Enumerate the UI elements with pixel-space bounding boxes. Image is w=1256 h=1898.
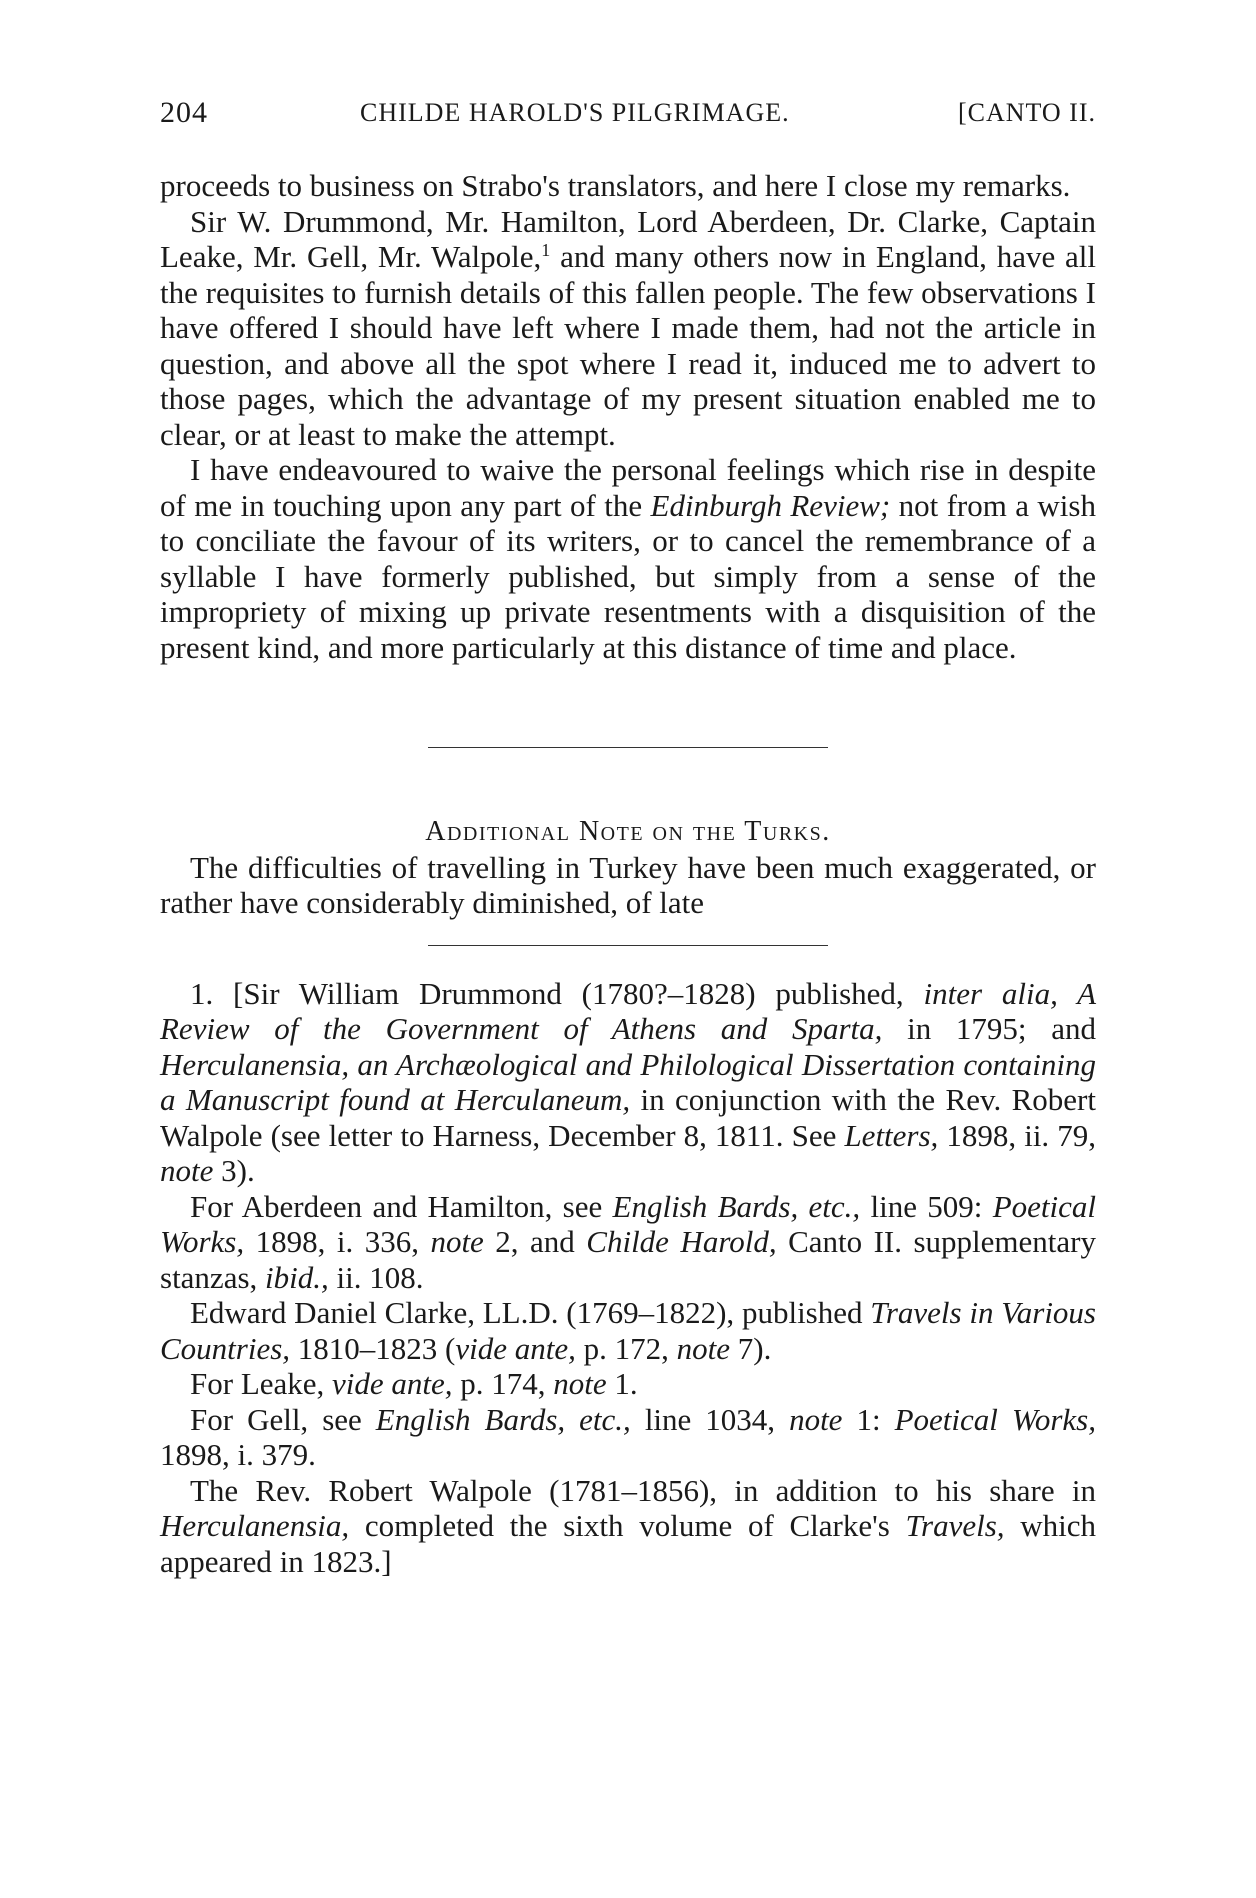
section-heading: Additional Note on the Turks. (425, 816, 831, 847)
footnote-walpole (160, 1473, 1096, 1580)
footnotes (160, 976, 1096, 1580)
footnote-text: 1898, i. 336, (244, 1224, 431, 1259)
footnote-divider (428, 945, 828, 946)
footnote-italic: Poetical Works, (894, 1401, 1096, 1437)
running-header (160, 96, 1096, 136)
footnote-text: The Rev. Robert Walpole (1781–1856), in addition to his share in (190, 1472, 1096, 1508)
footnote-text: completed the sixth volume of Clarke's (349, 1508, 906, 1543)
footnote-text: 2, and (483, 1224, 587, 1259)
footnote-text: 1810–1823 ( (290, 1330, 456, 1366)
footnote-italic: note (553, 1366, 607, 1401)
paragraph-text: and many others now in England, have all the requisites to furnish details of this fallen people. The few observations I have offered I should have left where I made them, had not the article in question, and above all the spot where I read it, induced me to advert to those pages, which the advantage of my present situation enabled me to clear, or at least to make the attempt. (160, 239, 1096, 452)
footnote-italic: vide ante, (332, 1366, 453, 1401)
paragraph-continued: proceeds to business on Strabo's translators, and here I close my remarks. (160, 168, 1071, 203)
main-text (160, 168, 1096, 1579)
footnote-text: 7). (730, 1330, 772, 1366)
footnote-italic: Poetical Works, (160, 1188, 1096, 1259)
footnote-text: Canto II. supplementary stanzas, (160, 1224, 1096, 1295)
footnote-clarke (160, 1295, 1096, 1366)
footnote-text: in conjunction with the Rev. Robert Walpole (see letter to Harness, December 8, 1811. See (160, 1082, 1096, 1153)
footnote-ref-1: 1 (541, 240, 551, 260)
footnote-text: 3). (213, 1153, 255, 1188)
paragraph-text: not from a wish to conciliate the favour of its writers, or to cancel the remembrance of a syllable I have formerly published, but simply from a sense of the impropriety of mixing up private resentments with a disquisition of the present kind, and more particularly at this distance of time and place. (160, 487, 1096, 665)
paragraph-endeavoured (160, 452, 1096, 665)
running-title: CHILDE HAROLD'S PILGRIMAGE. (360, 98, 790, 127)
footnote-italic: note (160, 1153, 214, 1188)
footnote-italic: English Bards, etc., (375, 1401, 631, 1437)
footnote-text: ii. 108. (328, 1259, 424, 1295)
footnote-text: p. 172, (575, 1330, 677, 1366)
footnote-text: p. 174, (452, 1366, 554, 1401)
section-divider (428, 747, 828, 748)
footnote-text: 1898, ii. 79, (938, 1117, 1096, 1153)
footnote-italic: Travels in Various Countries, (160, 1295, 1096, 1366)
page-number: 204 (160, 96, 208, 129)
footnote-text: 1. (606, 1366, 638, 1401)
canto-label: [CANTO II. (957, 98, 1096, 127)
footnote-text: 1. [Sir William Drummond (1780?–1828) published, (190, 975, 924, 1011)
footnote-text: For Leake, (190, 1366, 333, 1401)
footnote-italic: note (430, 1224, 484, 1259)
footnote-text: which appeared in 1823.] (160, 1508, 1096, 1579)
footnote-text: 1: (842, 1401, 895, 1437)
footnote-italic: Travels, (905, 1508, 1005, 1543)
footnote-italic: English Bards, etc., (612, 1188, 861, 1224)
footnote-italic: note (676, 1330, 731, 1366)
footnote-italic: Letters, (844, 1117, 939, 1153)
italic-title: Edinburgh Review; (650, 487, 891, 523)
footnote-italic: inter alia, A Review of the Government of Athens and Sparta, (160, 975, 1097, 1046)
footnote-1 (160, 976, 1096, 1189)
footnote-gell (160, 1402, 1096, 1473)
footnote-italic: ibid., (265, 1259, 329, 1295)
paragraph-turks: The difficulties of travelling in Turkey have been much exaggerated, or rather have considerably diminished, of late (160, 849, 1096, 920)
footnote-italic: vide ante, (455, 1330, 576, 1366)
footnote-italic: Childe Harold, (586, 1224, 777, 1259)
footnote-aberdeen (160, 1189, 1096, 1296)
footnote-italic: Herculanensia, an Archæological and Philological Dissertation containing a Manuscript found at Herculaneum, (160, 1046, 1096, 1117)
footnote-text: For Aberdeen and Hamilton, see (190, 1188, 613, 1224)
footnote-text: in 1795; and (882, 1011, 1096, 1046)
footnote-text: Edward Daniel Clarke, LL.D. (1769–1822), published (190, 1295, 871, 1330)
paragraph-requisites (160, 204, 1096, 453)
footnote-text: 1898, i. 379. (160, 1437, 316, 1472)
paragraph-text: Sir W. Drummond, Mr. Hamilton, Lord Aberdeen, Dr. Clarke, Captain Leake, Mr. Gell, Mr. Walpole, (160, 203, 1096, 274)
paragraph-text: I have endeavoured to waive the personal feelings which rise in despite of me in touching upon any part of the (160, 452, 1096, 523)
footnote-text: For Gell, see (190, 1401, 376, 1437)
footnote-text: line 509: (860, 1188, 993, 1224)
footnote-italic: Herculanensia, (160, 1508, 350, 1543)
footnote-leake (160, 1366, 1096, 1402)
footnote-italic: note (789, 1401, 843, 1437)
footnote-text: line 1034, (630, 1401, 790, 1437)
